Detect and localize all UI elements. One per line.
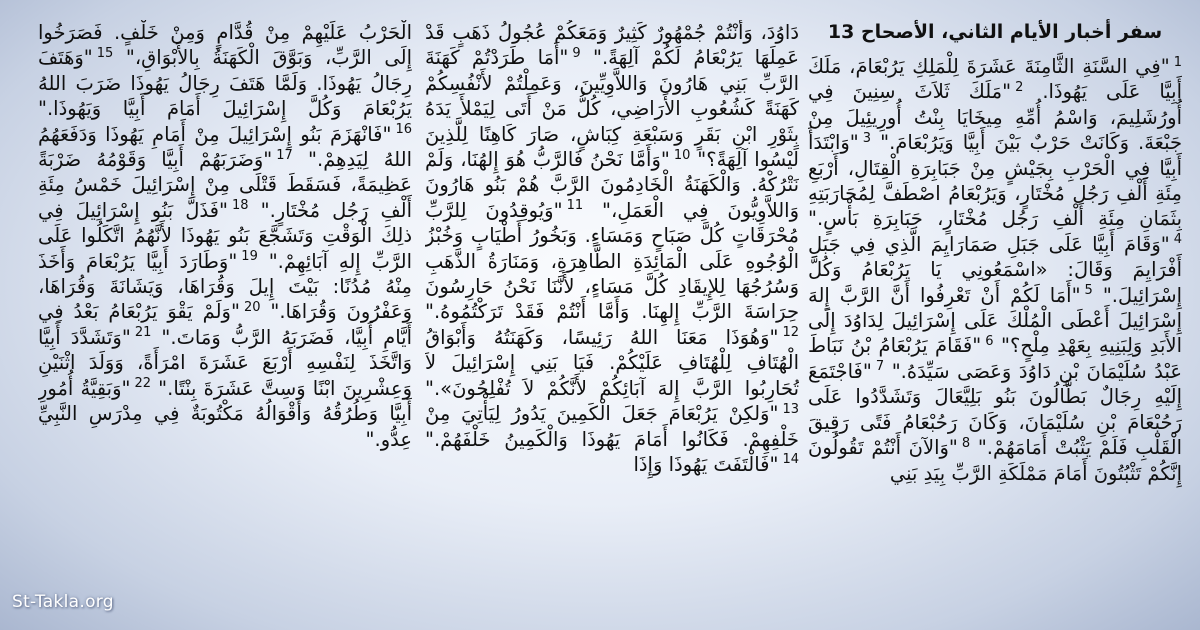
verse-text: "وَضَرَبَهُمْ أَبِيَّا وَقَوْمُهُ ضَرْبَةً عَظِيمَةً، فَسَقَطَ قَتْلَى مِنْ إِسْرَائِيلَ خَمْسُ مِئَةِ أَلْفِ رَجُل مُخْتَارٍ." xyxy=(38,148,412,222)
verse-text: "وَبَقِيَّةُ أُمُورِ أَبِيَّا وَطُرُقُهُ وَأَقْوَالُهُ مَكْتُوبَةٌ فِي مِدْرَسِ النَّبِيِّ عِدُّو." xyxy=(38,376,412,451)
verse xyxy=(633,453,799,476)
verse-text: "فَانْهَزَمَ بَنُو إِسْرَائِيلَ مِنْ أَمَامِ يَهُوذَا وَدَفَعَهُمُ اللهُ لِيَدِهِمْ." xyxy=(38,122,412,172)
verse-number: 5 xyxy=(1084,283,1093,299)
verse-text: "وَهَتَفَ رِجَالُ يَهُوذَا. وَلَمَّا هَتَفَ رِجَالُ يَهُوذَا ضَرَبَ اللهُ يَرُبْعَامَ وَكُلَّ إِسْرَائِيلَ أَمَامَ أَبِيَّا وَيَهُوذَا." xyxy=(38,46,412,121)
verse-text: "وَقَامَ أَبِيَّا عَلَى جَبَلِ صَمَارَايِمَ الَّذِي فِي جَبَلِ أَفْرَايِمَ وَقَالَ: «اسْمَعُونِي يَا يَرُبْعَامُ وَكُلَّ إِسْرَائِيلَ." xyxy=(808,232,1182,307)
verse-number: 16 xyxy=(395,122,412,138)
column-middle xyxy=(425,20,799,626)
verse-text: دَاوُدَ، وَأَنْتُمْ جُمْهُورٌ كَثِيرٌ وَمَعَكُمْ عُجُولُ ذَهَبٍ قَدْ عَمِلَهَا يَرُبْعَامُ لَكُمْ آلِهَةً." xyxy=(425,21,799,70)
verse-number: 17 xyxy=(276,147,293,163)
verse-number: 22 xyxy=(134,376,152,392)
verse-number: 1 xyxy=(1173,54,1182,70)
verse-text: "وَلَمْ يَقْوَ يَرُبْعَامُ بَعْدُ فِي أَيَّامِ أَبِيَّا، فَضَرَبَهُ الرَّبُّ وَمَاتَ." xyxy=(38,300,412,349)
verse xyxy=(425,402,799,450)
verse xyxy=(425,326,799,400)
site-watermark[interactable]: St-Takla.org xyxy=(12,592,114,612)
verse-number: 7 xyxy=(875,359,885,375)
verse-number: 3 xyxy=(862,130,872,146)
verse-text: "وَالآنَ أَنْتُمْ تَقُولُونَ إِنَّكُمْ تَثْبُتُونَ أَمَامَ مَمْلَكَةِ الرَّبِّ بِيَدِ بَنِي xyxy=(808,436,1182,485)
page-title: سفر أخبار الأيام الثاني، الأصحاح 13 xyxy=(827,21,1163,43)
verse-text: "وَابْتَدَأَ أَبِيَّا فِي الْحَرْبِ بِجَيْشٍ مِنْ جَبَابِرَةِ الْقِتَالِ، أَرْبَعِ مِئَةِ أَلْفِ رَجُل مُخْتَارٍ، وَيَرُبْعَامُ اصْطَفَّ لِمُحَارَبَتِهِ بِثَمَانِ مِئَةِ أَلْفِ رَجُل مُخْتَارٍ، جَبَابِرَةِ بَأْسٍ." xyxy=(808,131,1182,231)
verse-number: 4 xyxy=(1173,232,1182,248)
verse-number: 18 xyxy=(231,198,249,214)
verse-number: 14 xyxy=(782,452,799,468)
verse-text: الْحَرْبُ عَلَيْهِمْ مِنْ قُدَّامٍ وَمِنْ خَلْفٍ. فَصَرَخُوا إِلَى الرَّبِّ، وَبَوَّقَ الْكَهَنَةُ بِالأَبْوَاقِ،" xyxy=(38,21,412,70)
verse-text: "وَلكِنْ يَرُبْعَامَ جَعَلَ الْكَمِينَ يَدُورُ لِيَأْتِيَ مِنْ خَلْفِهِمْ. فَكَانُوا أَمَامَ يَهُوذَا وَالْكَمِينُ خَلْفَهُمْ." xyxy=(425,402,799,451)
verse-number: 2 xyxy=(1015,79,1024,95)
verse-text: "وَتَشَدَّدَ أَبِيَّا وَاتَّخَذَ لِنَفْسِهِ أَرْبَعَ عَشَرَةَ امْرَأَةً، وَوَلَدَ اثْنَيْنِ وَعِشْرِينَ ابْنًا وَسِتَّ عَشَرَةَ بِنْتًا." xyxy=(38,325,412,400)
verse-number: 11 xyxy=(566,198,584,214)
column-left xyxy=(38,20,412,626)
verse-number: 15 xyxy=(96,45,114,61)
verse-text: "فَذَلَّ بَنُو إِسْرَائِيلَ فِي ذلِكَ الْوَقْتِ وَتَشَجَّعَ بَنُو يَهُوذَا لأَنَّهُمُ اتَّكَلُوا عَلَى الرَّبِّ إِلهِ آبَائِهِمْ." xyxy=(38,198,412,273)
verse-number: 12 xyxy=(782,325,799,341)
verses-left xyxy=(38,20,412,452)
verse-text: "أَمَا طَرَدْتُمْ كَهَنَةَ الرَّبِّ بَنِي هَارُونَ وَاللاَّوِيِّينَ، وَعَمِلْتُمْ لأَنْفُسِكُمْ كَهَنَةً كَشُعُوبِ الأَرَاضِي، كُلُّ مَنْ أَتَى لِيَمْلأَ يَدَهُ بِثَوْرِ ابْنِ بَقَرٍ وَسَبْعَةِ كِبَاشٍ، صَارَ كَاهِنًا لِلَّذِينَ لَيْسُوا آلِهَةً؟" xyxy=(425,46,799,172)
verse-text: "وَأَمَّا نَحْنُ فَالرَّبُّ هُوَ إِلهُنَا، وَلَمْ نَتْرُكْهُ. وَالْكَهَنَةُ الْخَادِمُونَ الرَّبَّ هُمْ بَنُو هَارُونَ وَاللاَّوِيُّونَ فِي الْعَمَلِ،" xyxy=(425,148,799,222)
verses-middle xyxy=(425,20,799,477)
verses-right xyxy=(808,54,1182,486)
verse-text: "فَقَامَ يَرُبْعَامُ بْنُ نَبَاطَ عَبْدُ سُلَيْمَانَ بْنِ دَاوُدَ وَعَصَى سَيِّدَهُ." xyxy=(808,334,1182,383)
verse-text: "وَيُوقِدُونَ لِلرَّبِّ مُحْرَقَاتٍ كُلَّ صَبَاحٍ وَمَسَاءٍ. وَبَخُورُ أَطْيَابٍ وَخُبْزُ الْوُجُوهِ عَلَى الْمَائِدَةِ الطَّاهِرَةِ، وَمَنَارَةُ الذَّهَبِ وَسُرُجُهَا لِلإِيقَادِ كُلَّ مَسَاءٍ، لأَنَّنَا نَحْنُ حَارِسُونَ حِرَاسَةَ الرَّبِّ إِلهِنَا. وَأَمَّا أَنْتُمْ فَقَدْ تَرَكْتُمُوهُ." xyxy=(425,198,799,324)
verse-text: "فِي السَّنَةِ الثَّامِنَةَ عَشَرَةَ لِلْمَلِكِ يَرُبْعَامَ، مَلَكَ أَبِيَّا عَلَى يَهُوذَا. xyxy=(808,55,1182,104)
verse-text: "وَهُوَذَا مَعَنَا اللهُ رَئِيسًا، وَكَهَنَتُهُ وَأَبْوَاقُ الْهُتَافِ لِلْهُتَافِ عَلَيْكُمْ. فَيَا بَنِي إِسْرَائِيلَ لاَ تُحَارِبُوا الرَّبَّ إِلهَ آبَائِكُمْ لأَنَّكُمْ لاَ تُفْلِحُونَ»." xyxy=(425,325,799,400)
verse-number: 6 xyxy=(985,333,994,349)
verse-number: 9 xyxy=(572,45,581,61)
verse-text: "فَالْتَفَتَ يَهُوذَا وَإِذَا xyxy=(633,452,779,476)
verse-number: 21 xyxy=(134,325,152,341)
verse-number: 20 xyxy=(243,299,261,315)
verse-text: "أَمَا لَكُمْ أَنْ تَعْرِفُوا أَنَّ الرَّبَّ إِلهَ إِسْرَائِيلَ أَعْطَى الْمُلْكَ عَلَى إِسْرَائِيلَ لِدَاوُدَ إِلَى الأَبَدِ وَلِبَنِيهِ بِعَهْدِ مِلْحٍ؟" xyxy=(808,283,1182,358)
verse-text: "فَاجْتَمَعَ إِلَيْهِ رِجَالٌ بَطَّالُونَ بَنُو بَلِيَّعَالَ وَتَشَدَّدُوا عَلَى رَحُبْعَامَ بْنِ سُلَيْمَانَ، وَكَانَ رَحُبْعَامُ فَتًى رَقِيقَ الْقَلْبِ فَلَمْ يَثْبُتْ أَمَامَهُمْ." xyxy=(808,359,1182,460)
verse-number: 13 xyxy=(782,401,799,417)
column-right xyxy=(808,12,1182,618)
verse-text: "وَطَارَدَ أَبِيَّا يَرُبْعَامَ وَأَخَذَ مِنْهُ مُدُنًا: بَيْتَ إِيلَ وَقُرَاهَا، وَيَشَانَةَ وَقُرَاهَا، وَعَفْرُونَ وَقُرَاهَا." xyxy=(38,249,412,324)
verse-number: 19 xyxy=(241,249,258,265)
verse-number: 10 xyxy=(673,147,691,163)
verse-text: "مَلَكَ ثَلاَثَ سِنِينَ فِي أُورُشَلِيمَ، وَاسْمُ أُمِّهِ مِيخَايَا بِنْتُ أُورِيئِيلَ مِنْ جَبْعَةَ. وَكَانَتْ حَرْبٌ بَيْنَ أَبِيَّا وَيَرُبْعَامَ." xyxy=(808,80,1182,155)
verse-number: 8 xyxy=(961,435,971,451)
